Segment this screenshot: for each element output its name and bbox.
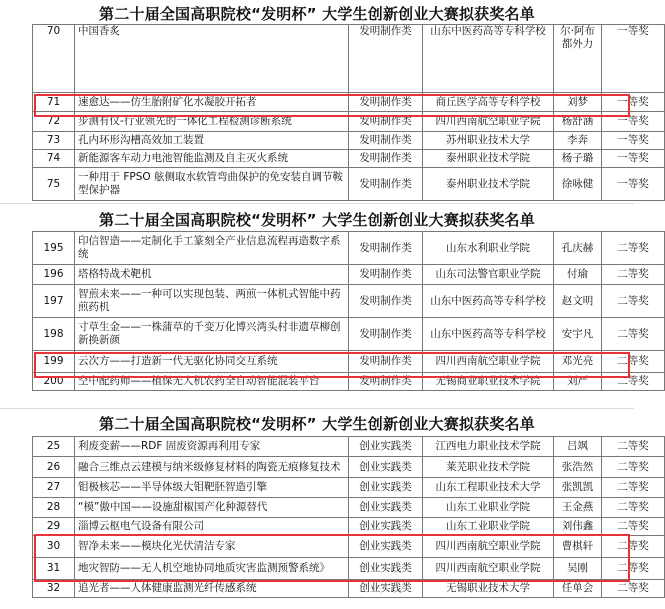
- table-row: [33, 457, 665, 478]
- category: 发明制作类: [349, 168, 423, 201]
- award-list-panel-2: [5, 207, 649, 407]
- row-number: 28: [33, 498, 75, 518]
- project-name: 利废变薪——RDF 固废资源再利用专家: [75, 437, 349, 457]
- row-number: 71: [33, 93, 75, 112]
- leader: 张凯凯: [554, 478, 602, 498]
- row-number: 196: [33, 265, 75, 285]
- table-row: [33, 478, 665, 498]
- project-name: 空中配药师——植保无人机农药全自动智能混装平台: [75, 373, 349, 391]
- school: 泰州职业技术学院: [423, 168, 554, 201]
- category: 创业实践类: [349, 536, 423, 558]
- leader: 王金燕: [554, 498, 602, 518]
- school: 泰州职业技术学院: [423, 150, 554, 168]
- school: 山东工业职业学院: [423, 498, 554, 518]
- table-row: [33, 498, 665, 518]
- table-row: [33, 232, 665, 265]
- school: 苏州职业技术大学: [423, 132, 554, 150]
- table-row: [33, 132, 665, 150]
- school: 莱芜职业技术学院: [423, 457, 554, 478]
- category: 发明制作类: [349, 373, 423, 391]
- table-row: [33, 112, 665, 132]
- category: 发明制作类: [349, 285, 423, 318]
- row-number: 195: [33, 232, 75, 265]
- leader: 刘伟鑫: [554, 518, 602, 536]
- project-name: 智净未来——模块化光伏清洁专家: [75, 536, 349, 558]
- project-name: 追光者——人体健康监测光纤传感系统: [75, 580, 349, 598]
- table-row: [33, 150, 665, 168]
- row-number: 74: [33, 150, 75, 168]
- table-row: [33, 265, 665, 285]
- category: 创业实践类: [349, 457, 423, 478]
- table-row: [33, 373, 665, 391]
- project-name: 中国香炙: [75, 25, 349, 93]
- leader: 邓光亮: [554, 351, 602, 373]
- category: 创业实践类: [349, 518, 423, 536]
- row-number: 32: [33, 580, 75, 598]
- leader: 杨子璐: [554, 150, 602, 168]
- row-number: 197: [33, 285, 75, 318]
- leader: 吴刚: [554, 558, 602, 580]
- category: 发明制作类: [349, 150, 423, 168]
- school: 四川西南航空职业学院: [423, 351, 554, 373]
- row-number: 25: [33, 437, 75, 457]
- project-name: 钼极核芯——半导体级大钼靶胚智造引擎: [75, 478, 349, 498]
- award-table: [32, 436, 665, 598]
- leader: 赵文明: [554, 285, 602, 318]
- row-number: 199: [33, 351, 75, 373]
- leader: 吕飒: [554, 437, 602, 457]
- award-list-panel-3: [5, 412, 649, 609]
- table-row: [33, 285, 665, 318]
- school: 四川西南航空职业学院: [423, 536, 554, 558]
- school: 无锡商业职业技术学院: [423, 373, 554, 391]
- award-level: 一等奖: [602, 168, 665, 201]
- table-row: [33, 318, 665, 351]
- award-level: 二等奖: [602, 536, 665, 558]
- award-level: 二等奖: [602, 373, 665, 391]
- project-name: 智煎未来——一种可以实现包装、两煎一体机式智能中药煎药机: [75, 285, 349, 318]
- leader: 任单会: [554, 580, 602, 598]
- table-row: [33, 93, 665, 112]
- row-number: 73: [33, 132, 75, 150]
- leader: 尔·阿布都外力: [554, 25, 602, 93]
- award-level: 一等奖: [602, 25, 665, 93]
- row-number: 31: [33, 558, 75, 580]
- category: 发明制作类: [349, 93, 423, 112]
- project-name: 速愈达——仿生胎附矿化水凝胶开拓者: [75, 93, 349, 112]
- award-level: 二等奖: [602, 478, 665, 498]
- row-number: 27: [33, 478, 75, 498]
- school: 山东中医药高等专科学校: [423, 285, 554, 318]
- award-level: 二等奖: [602, 232, 665, 265]
- award-level: 二等奖: [602, 558, 665, 580]
- award-level: 一等奖: [602, 132, 665, 150]
- table-row: [33, 518, 665, 536]
- leader: 付瑜: [554, 265, 602, 285]
- category: 发明制作类: [349, 112, 423, 132]
- project-name: 印信智造——定制化手工篆刻全产业信息流程再造数字系统: [75, 232, 349, 265]
- project-name: 步测有仪-行业领先的一体化工程检测诊断系统: [75, 112, 349, 132]
- table-row: [33, 25, 665, 93]
- school: 山东水利职业学院: [423, 232, 554, 265]
- project-name: 寸草生金——一株蒲草的千变万化博兴湾头村非遗草柳创新换新颜: [75, 318, 349, 351]
- award-table: [32, 24, 665, 201]
- category: 发明制作类: [349, 318, 423, 351]
- divider: [0, 203, 634, 204]
- leader: 徐咏健: [554, 168, 602, 201]
- row-number: 200: [33, 373, 75, 391]
- award-level: 二等奖: [602, 285, 665, 318]
- school: 山东工业职业学院: [423, 518, 554, 536]
- panel-title: 第二十届全国高职院校“发明杯” 大学生创新创业大赛拟获奖名单: [99, 415, 535, 433]
- award-level: 二等奖: [602, 580, 665, 598]
- leader: 刘严: [554, 373, 602, 391]
- leader: 孔庆赫: [554, 232, 602, 265]
- school: 商丘医学高等专科学校: [423, 93, 554, 112]
- project-name: 地灾智防——无人机空地协同地质灾害监测预警系统》: [75, 558, 349, 580]
- award-level: 一等奖: [602, 112, 665, 132]
- row-number: 198: [33, 318, 75, 351]
- row-number: 26: [33, 457, 75, 478]
- category: 创业实践类: [349, 498, 423, 518]
- category: 发明制作类: [349, 351, 423, 373]
- table-row: [33, 437, 665, 457]
- award-level: 二等奖: [602, 318, 665, 351]
- award-level: 二等奖: [602, 265, 665, 285]
- project-name: 融合三维点云建模与纳米级修复材料的陶瓷无痕修复技术: [75, 457, 349, 478]
- school: 江西电力职业技术学院: [423, 437, 554, 457]
- leader: 李奔: [554, 132, 602, 150]
- award-list-panel-1: [5, 0, 649, 200]
- category: 创业实践类: [349, 580, 423, 598]
- school: 山东司法警官职业学院: [423, 265, 554, 285]
- row-number: 72: [33, 112, 75, 132]
- award-level: 二等奖: [602, 498, 665, 518]
- table-row: [33, 536, 665, 558]
- award-level: 二等奖: [602, 351, 665, 373]
- school: 山东工程职业技术大学: [423, 478, 554, 498]
- category: 发明制作类: [349, 232, 423, 265]
- row-number: 75: [33, 168, 75, 201]
- row-number: 30: [33, 536, 75, 558]
- table-row: [33, 351, 665, 373]
- leader: 杨舒涵: [554, 112, 602, 132]
- award-level: 一等奖: [602, 93, 665, 112]
- school: 四川西南航空职业学院: [423, 558, 554, 580]
- award-level: 二等奖: [602, 518, 665, 536]
- category: 创业实践类: [349, 558, 423, 580]
- award-level: 二等奖: [602, 457, 665, 478]
- project-name: 塔格特战术靶机: [75, 265, 349, 285]
- leader: 安宇凡: [554, 318, 602, 351]
- category: 发明制作类: [349, 132, 423, 150]
- table-row: [33, 168, 665, 201]
- table-row: [33, 580, 665, 598]
- row-number: 70: [33, 25, 75, 93]
- panel-title: 第二十届全国高职院校“发明杯” 大学生创新创业大赛拟获奖名单: [99, 211, 535, 229]
- category: 创业实践类: [349, 437, 423, 457]
- award-level: 二等奖: [602, 437, 665, 457]
- project-name: 一种用于 FPSO 舷侧取水软管弯曲保护的免安装自调节鞍型保护器: [75, 168, 349, 201]
- leader: 曹棋轩: [554, 536, 602, 558]
- project-name: 新能源客车动力电池智能监测及自主灭火系统: [75, 150, 349, 168]
- project-name: 孔内环形沟槽高效加工装置: [75, 132, 349, 150]
- project-name: 淄博云枢电气设备有限公司: [75, 518, 349, 536]
- table-row: [33, 558, 665, 580]
- award-table: [32, 231, 665, 391]
- leader: 张浩然: [554, 457, 602, 478]
- category: 发明制作类: [349, 265, 423, 285]
- school: 山东中医药高等专科学校: [423, 318, 554, 351]
- leader: 刘梦: [554, 93, 602, 112]
- project-name: “模”傲中国——设施甜椒国产化种源替代: [75, 498, 349, 518]
- row-number: 29: [33, 518, 75, 536]
- project-name: 云次方——打造新一代无驱化协同交互系统: [75, 351, 349, 373]
- school: 四川西南航空职业学院: [423, 112, 554, 132]
- divider: [0, 408, 634, 409]
- panel-title: 第二十届全国高职院校“发明杯” 大学生创新创业大赛拟获奖名单: [99, 5, 535, 23]
- award-level: 一等奖: [602, 150, 665, 168]
- school: 山东中医药高等专科学校: [423, 25, 554, 93]
- category: 创业实践类: [349, 478, 423, 498]
- category: 发明制作类: [349, 25, 423, 93]
- school: 无锡职业技术大学: [423, 580, 554, 598]
